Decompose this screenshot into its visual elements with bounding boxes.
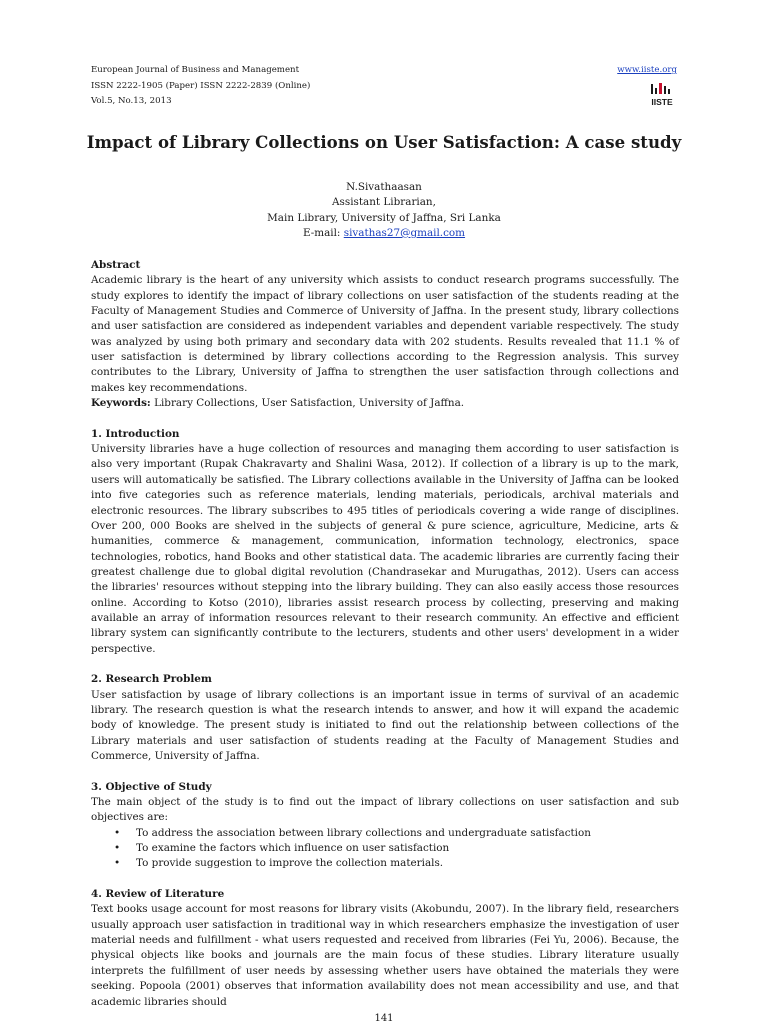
author-affiliation: Main Library, University of Jaffna, Sri Lanka (267, 211, 501, 224)
objective-section (91, 780, 679, 872)
keywords-text: Library Collections, User Satisfaction, University of Jaffna. (150, 397, 465, 410)
logo-lettering: IISTE (651, 97, 673, 107)
objective-text: The main object of the study is to find out the impact of library collections on user satisfaction and sub objectives are: (91, 796, 679, 824)
paper-body (91, 258, 679, 1010)
objective-item: • To examine the factors which influence on user satisfaction (91, 841, 679, 856)
research-problem-section (91, 672, 679, 764)
objective-heading: 3. Objective of Study (91, 780, 212, 793)
research-problem-text: User satisfaction by usage of library collections is an important issue in terms of survival of an academic library. The research question is what the research intends to answer, and how it will expand the academic body of knowledge. The present study is initiated to find out the relationship between collections of the Library materials and user satisfaction of students reading at the Faculty of Management Studies and Commerce, University of Jaffna. (91, 688, 679, 762)
iiste-logo (649, 82, 675, 108)
literature-review-text: Text books usage account for most reasons for library visits (Akobundu, 2007). In the library field, researchers usually approach user satisfaction in traditional way in which researchers emphasize the investigation of user material needs and fulfillment - what users requested and received from libraries (Fei Yu, 2006). Because, the physical objects like books and journals are the main focus of these studies. Library literature usually interprets the fulfillment of user needs by assessing whether users have obtained the materials they were seeking. Popoola (2001) observes that information availability does not mean accessibility and use, and that academic libraries should (91, 903, 679, 1008)
author-email-line (0, 226, 768, 241)
introduction-text: University libraries have a huge collection of resources and managing them according to user satisfaction is also very important (Rupak Chakravarty and Shalini Wasa, 2012). If collection of a library is up to the mark, users will automatically be satisfied. The Library collections available in the University of Jaffna can be looked into five categories such as reference materials, lending materials, periodicals, archival materials and electronic resources. The library subscribes to 495 titles of periodicals covering a wide range of disciplines. Over 200, 000 Books are shelved in the subjects of general & pure science, agriculture, Medicine, arts & humanities, commerce & management, communication, information technology, electronics, space technologies, robotics, hand Books and other statistical data. The academic libraries are currently facing their greatest challenge due to global digital revolution (Chandrasekar and Murugathas, 2012). Users can access the libraries' resources without stepping into the library building. They can also easily access those resources online. According to Kotso (2010), libraries assist research process by collecting, preserving and making available an array of information resources relevant to their research community. An effective and efficient library system can significantly contribute to the lecturers, students and other users' development in a wider perspective. (91, 443, 679, 655)
abstract-section (91, 258, 679, 411)
objective-list (91, 826, 679, 872)
author-name: N.Sivathaasan (346, 181, 422, 193)
abstract-text: Academic library is the heart of any university which assists to conduct research programs successfully. The study explores to identify the impact of library collections on user satisfaction of the students reading at the Faculty of Management Studies and Commerce of University of Jaffna. In the present study, library collections and user satisfaction are considered as independent variables and dependent variable respectively. The study was analyzed by using both primary and secondary data with 202 students. Results revealed that 11.1 % of user satisfaction is determined by library collections according to the Regression analysis. This survey contributes to the Library, University of Jaffna to strengthen the user satisfaction through collections and makes key recommendations. (91, 274, 679, 394)
journal-meta (91, 63, 310, 110)
author-email-link[interactable]: sivathas27@gmail.com (343, 226, 466, 239)
email-label: E-mail: (302, 226, 344, 239)
paper-title: Impact of Library Collections on User Satisfaction: A case study (86, 132, 682, 152)
author-block (0, 180, 768, 241)
journal-name: European Journal of Business and Management (91, 65, 300, 75)
author-position: Assistant Librarian, (332, 196, 436, 209)
journal-website-link[interactable]: www.iiste.org (617, 65, 677, 75)
journal-issn: ISSN 2222-1905 (Paper) ISSN 2222-2839 (Online) (91, 80, 311, 91)
journal-header (91, 63, 681, 113)
keywords-line (91, 396, 679, 411)
literature-review-section (91, 887, 679, 1010)
page-number: 141 (374, 1013, 394, 1024)
objective-item: • To address the association between library collections and undergraduate satisfaction (91, 826, 679, 841)
objective-item: • To provide suggestion to improve the collection materials. (91, 856, 679, 871)
abstract-heading: Abstract (91, 259, 141, 271)
introduction-section (91, 427, 679, 657)
journal-volume: Vol.5, No.13, 2013 (91, 96, 172, 106)
introduction-heading: 1. Introduction (91, 427, 180, 440)
literature-review-heading: 4. Review of Literature (91, 888, 225, 901)
research-problem-heading: 2. Research Problem (91, 673, 212, 686)
keywords-label: Keywords: (91, 397, 151, 410)
